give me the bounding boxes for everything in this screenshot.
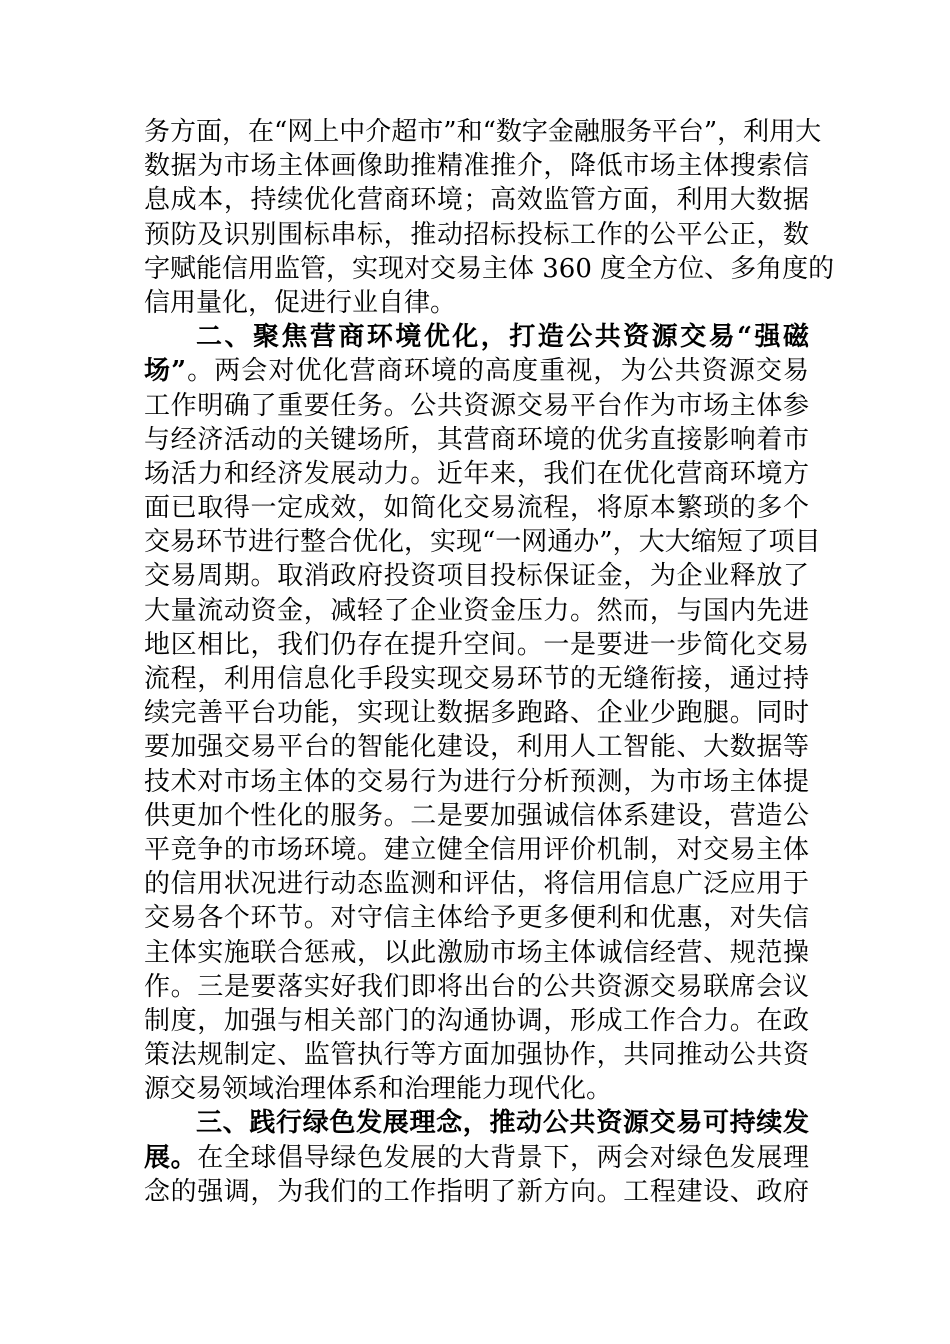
text-line: 技术对市场主体的交易行为进行分析预测，为市场主体提 xyxy=(144,766,809,797)
section-two-heading: 二、聚焦营商环境优化，打造公共资源交易“强磁 xyxy=(196,322,809,353)
text-line: 流程，利用信息化手段实现交易环节的无缝衔接，通过持 xyxy=(144,664,809,694)
section-three-heading-end: 展。 xyxy=(144,1142,198,1173)
text-line: 策法规制定、监管执行等方面加强协作，共同推动公共资 xyxy=(144,1040,809,1071)
section-two-paragraph xyxy=(144,320,821,1106)
section-two-heading-end: 场” xyxy=(144,356,187,387)
text-line: 场活力和经济发展动力。近年来，我们在优化营商环境方 xyxy=(144,458,809,489)
text-line: 地区相比，我们仍存在提升空间。一是要进一步简化交易 xyxy=(144,629,809,660)
text-line: 息成本，持续优化营商环境；高效监管方面，利用大数据 xyxy=(144,185,809,216)
section-two-intro: 。两会对优化营商环境的高度重视，为公共资源交易 xyxy=(186,356,809,387)
text-line: 的信用状况进行动态监测和评估，将信用信息广泛应用于 xyxy=(144,869,809,900)
text-line xyxy=(144,354,809,388)
text-line: 作。三是要落实好我们即将出台的公共资源交易联席会议 xyxy=(144,971,809,1002)
text-line: 字赋能信用监管，实现对交易主体 360 度全方位、多角度的 xyxy=(144,253,835,284)
text-line: 供更加个性化的服务。二是要加强诚信体系建设，营造公 xyxy=(144,800,809,831)
section-three-intro: 在全球倡导绿色发展的大背景下，两会对绿色发展理 xyxy=(197,1142,809,1173)
text-line: 面已取得一定成效，如简化交易流程，将原本繁琐的多个 xyxy=(144,493,809,524)
text-line: 制度，加强与相关部门的沟通协调，形成工作合力。在政 xyxy=(144,1005,809,1036)
text-line xyxy=(144,1141,809,1175)
text-line: 交易环节进行整合优化，实现“一网通办”，大大缩短了项目 xyxy=(144,527,821,558)
text-line: 交易各个环节。对守信主体给予更多便利和优惠，对失信 xyxy=(144,903,809,934)
text-line: 数据为市场主体画像助推精准推介，降低市场主体搜索信 xyxy=(144,151,809,182)
text-line: 工作明确了重要任务。公共资源交易平台作为市场主体参 xyxy=(144,390,809,421)
text-line: 念的强调，为我们的工作指明了新方向。工程建设、政府 xyxy=(144,1176,809,1207)
text-line: 主体实施联合惩戒，以此激励市场主体诚信经营、规范操 xyxy=(144,937,809,968)
text-line: 源交易领域治理体系和治理能力现代化。 xyxy=(144,1074,613,1105)
text-line: 信用量化，促进行业自律。 xyxy=(144,287,457,318)
text-line: 要加强交易平台的智能化建设，利用人工智能、大数据等 xyxy=(144,732,809,763)
text-line: 交易周期。取消政府投资项目投标保证金，为企业释放了 xyxy=(144,561,809,592)
text-line: 务方面，在“网上中介超市”和“数字金融服务平台”，利用大 xyxy=(144,117,822,147)
section-three-heading: 三、践行绿色发展理念，推动公共资源交易可持续发 xyxy=(196,1108,809,1139)
text-line: 与经济活动的关键场所，其营商环境的优劣直接影响着市 xyxy=(144,424,809,455)
paragraph-continued xyxy=(144,115,835,320)
document-body xyxy=(144,115,835,1209)
section-three-paragraph xyxy=(144,1106,809,1209)
text-line: 大量流动资金，减轻了企业资金压力。然而，与国内先进 xyxy=(144,595,809,626)
text-line: 平竞争的市场环境。建立健全信用评价机制，对交易主体 xyxy=(144,834,809,865)
text-line: 预防及识别围标串标，推动招标投标工作的公平公正，数 xyxy=(144,219,809,250)
text-line: 续完善平台功能，实现让数据多跑路、企业少跑腿。同时 xyxy=(144,698,809,729)
